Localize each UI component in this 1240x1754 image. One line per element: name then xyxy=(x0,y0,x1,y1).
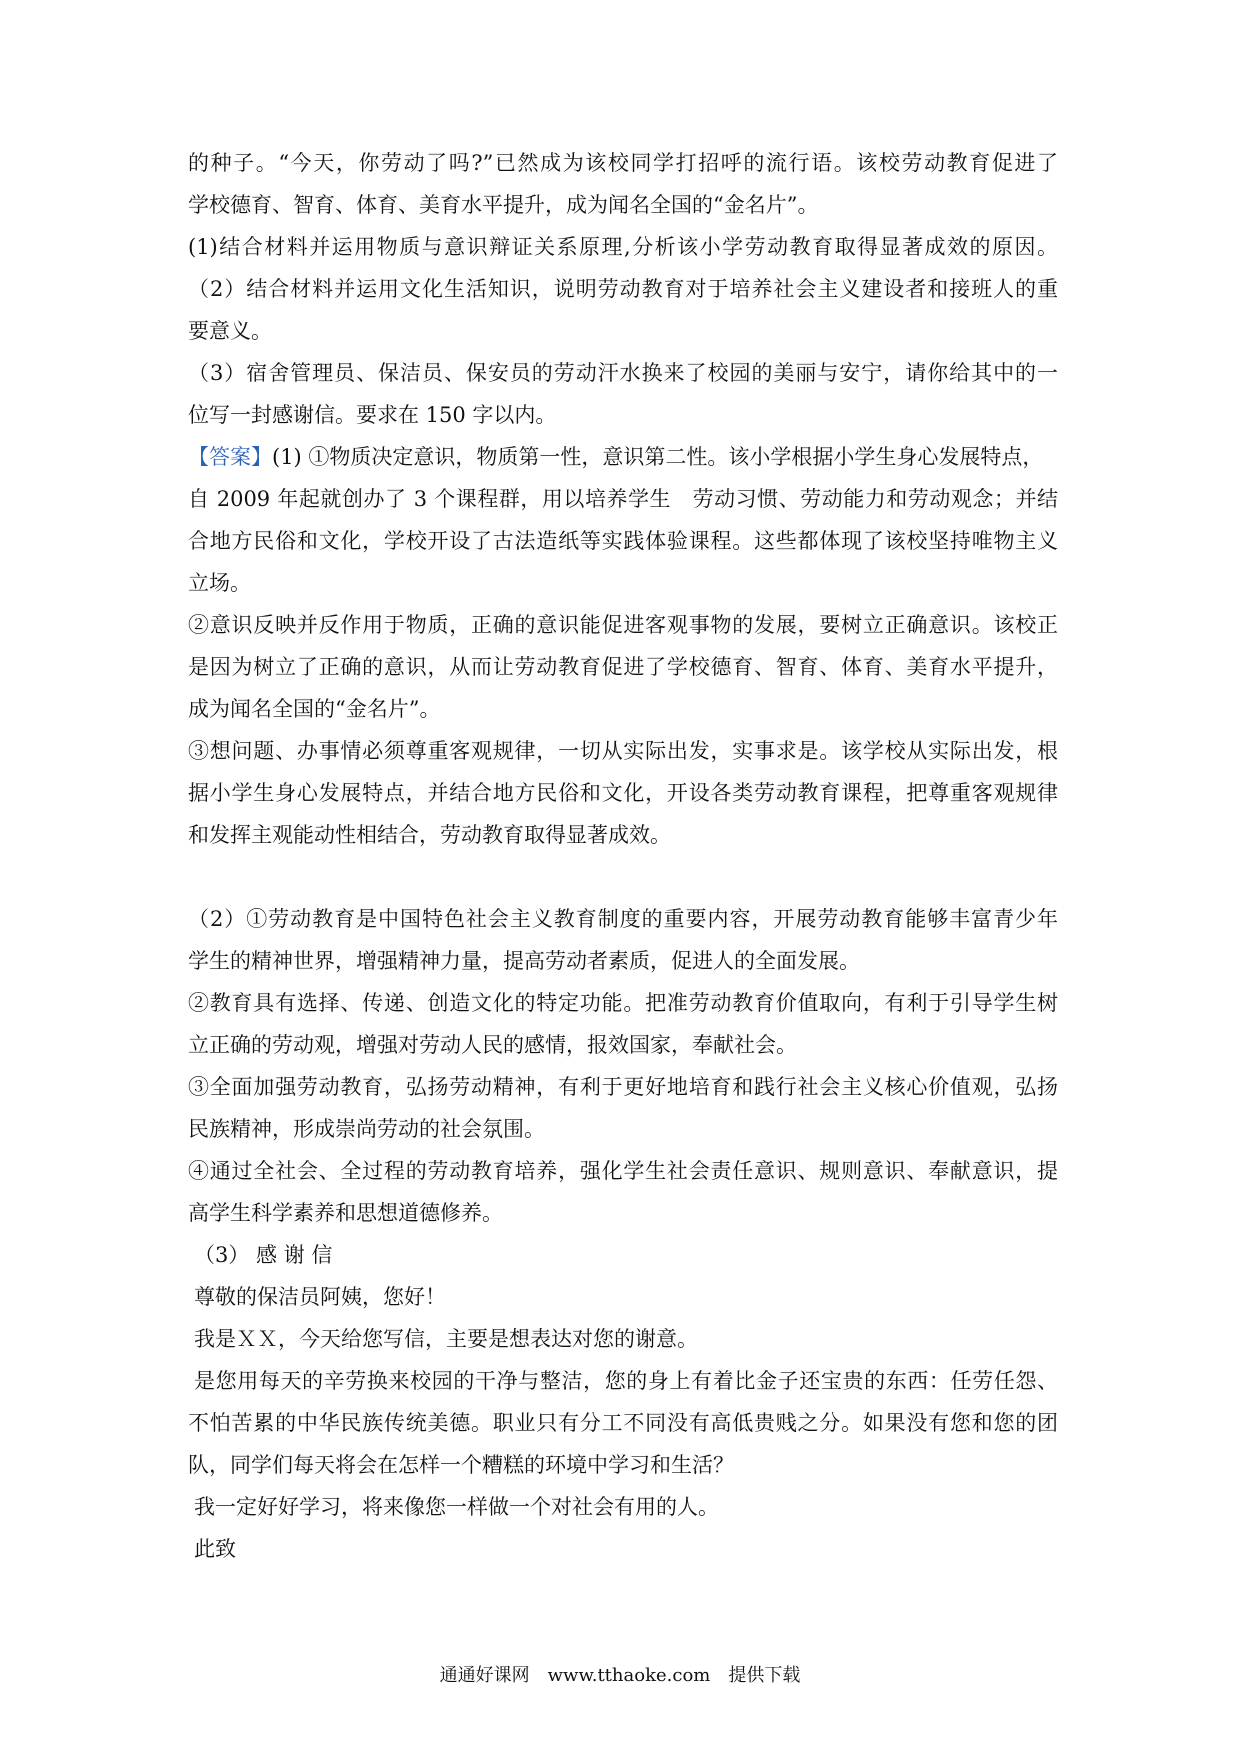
letter-salutation: 尊敬的保洁员阿姨，您好！ xyxy=(194,1285,446,1309)
answer-line xyxy=(188,436,1058,478)
document-body xyxy=(188,142,1058,1570)
text-line: 要意义。 xyxy=(188,319,272,343)
text-line: 民族精神，形成崇尚劳动的社会氛围。 xyxy=(188,1117,545,1141)
answer-label: 【答案】 xyxy=(188,445,272,469)
letter-title: （3） 感 谢 信 xyxy=(194,1243,333,1267)
letter-closing: 此致 xyxy=(194,1537,236,1561)
text-line: （2）①劳动教育是中国特色社会主义教育制度的重要内容，开展劳动教育能够丰富青少年 xyxy=(188,907,1058,931)
text-line: ③全面加强劳动教育，弘扬劳动精神，有利于更好地培育和践行社会主义核心价值观，弘扬 xyxy=(188,1075,1058,1099)
text-line: 合地方民俗和文化，学校开设了古法造纸等实践体验课程。这些都体现了该校坚持唯物主义 xyxy=(188,529,1058,553)
spacer xyxy=(188,856,1058,898)
text-line: 的种子。“今天，你劳动了吗?”已然成为该校同学打招呼的流行语。该校劳动教育促进了 xyxy=(188,151,1058,175)
text-line: 成为闻名全国的“金名片”。 xyxy=(188,697,441,721)
text-line: ②教育具有选择、传递、创造文化的特定功能。把准劳动教育价值取向，有利于引导学生树 xyxy=(188,991,1058,1015)
page-footer: 通通好课网 www.tthaoke.com 提供下载 xyxy=(439,1665,801,1686)
text-line: 学校德育、智育、体育、美育水平提升，成为闻名全国的“金名片”。 xyxy=(188,193,819,217)
question-1: (1)结合材料并运用物质与意识辩证关系原理,分析该小学劳动教育取得显著成效的原因。 xyxy=(188,235,1058,259)
text-line: 立场。 xyxy=(188,571,251,595)
letter-paragraph: 我一定好好学习，将来像您一样做一个对社会有用的人。 xyxy=(194,1495,719,1519)
text-line: ③想问题、办事情必须尊重客观规律，一切从实际出发，实事求是。该学校从实际出发，根 xyxy=(188,739,1058,763)
question-2: （2）结合材料并运用文化生活知识，说明劳动教育对于培养社会主义建设者和接班人的重 xyxy=(188,277,1058,301)
text-line: 和发挥主观能动性相结合，劳动教育取得显著成效。 xyxy=(188,823,671,847)
text-line: 据小学生身心发展特点，并结合地方民俗和文化，开设各类劳动教育课程，把尊重客观规律 xyxy=(188,781,1058,805)
letter-paragraph: 队，同学们每天将会在怎样一个糟糕的环境中学习和生活？ xyxy=(188,1453,734,1477)
letter-paragraph: 不怕苦累的中华民族传统美德。职业只有分工不同没有高低贵贱之分。如果没有您和您的团 xyxy=(188,1411,1058,1435)
text-line: 高学生科学素养和思想道德修养。 xyxy=(188,1201,503,1225)
text-line: ②意识反映并反作用于物质，正确的意识能促进客观事物的发展，要树立正确意识。该校正 xyxy=(188,613,1058,637)
letter-paragraph: 我是ＸＸ，今天给您写信，主要是想表达对您的谢意。 xyxy=(194,1327,698,1351)
text-line: 自 2009 年起就创办了 3 个课程群，用以培养学生 劳动习惯、劳动能力和劳动观念；并结 xyxy=(188,487,1058,511)
text-line: 是因为树立了正确的意识，从而让劳动教育促进了学校德育、智育、体育、美育水平提升， xyxy=(188,655,1058,679)
question-3: （3）宿舍管理员、保洁员、保安员的劳动汗水换来了校园的美丽与安宁，请你给其中的一 xyxy=(188,361,1058,385)
text-line: 学生的精神世界，增强精神力量，提高劳动者素质，促进人的全面发展。 xyxy=(188,949,860,973)
text-line: ④通过全社会、全过程的劳动教育培养，强化学生社会责任意识、规则意识、奉献意识，提 xyxy=(188,1159,1058,1183)
letter-paragraph: 是您用每天的辛劳换来校园的干净与整洁，您的身上有着比金子还宝贵的东西：任劳任怨、 xyxy=(194,1369,1058,1393)
text-line: 立正确的劳动观，增强对劳动人民的感情，报效国家，奉献社会。 xyxy=(188,1033,797,1057)
answer-text: (1) ①物质决定意识，物质第一性，意识第二性。该小学根据小学生身心发展特点， xyxy=(272,445,1044,469)
text-line: 位写一封感谢信。要求在 150 字以内。 xyxy=(188,403,557,427)
